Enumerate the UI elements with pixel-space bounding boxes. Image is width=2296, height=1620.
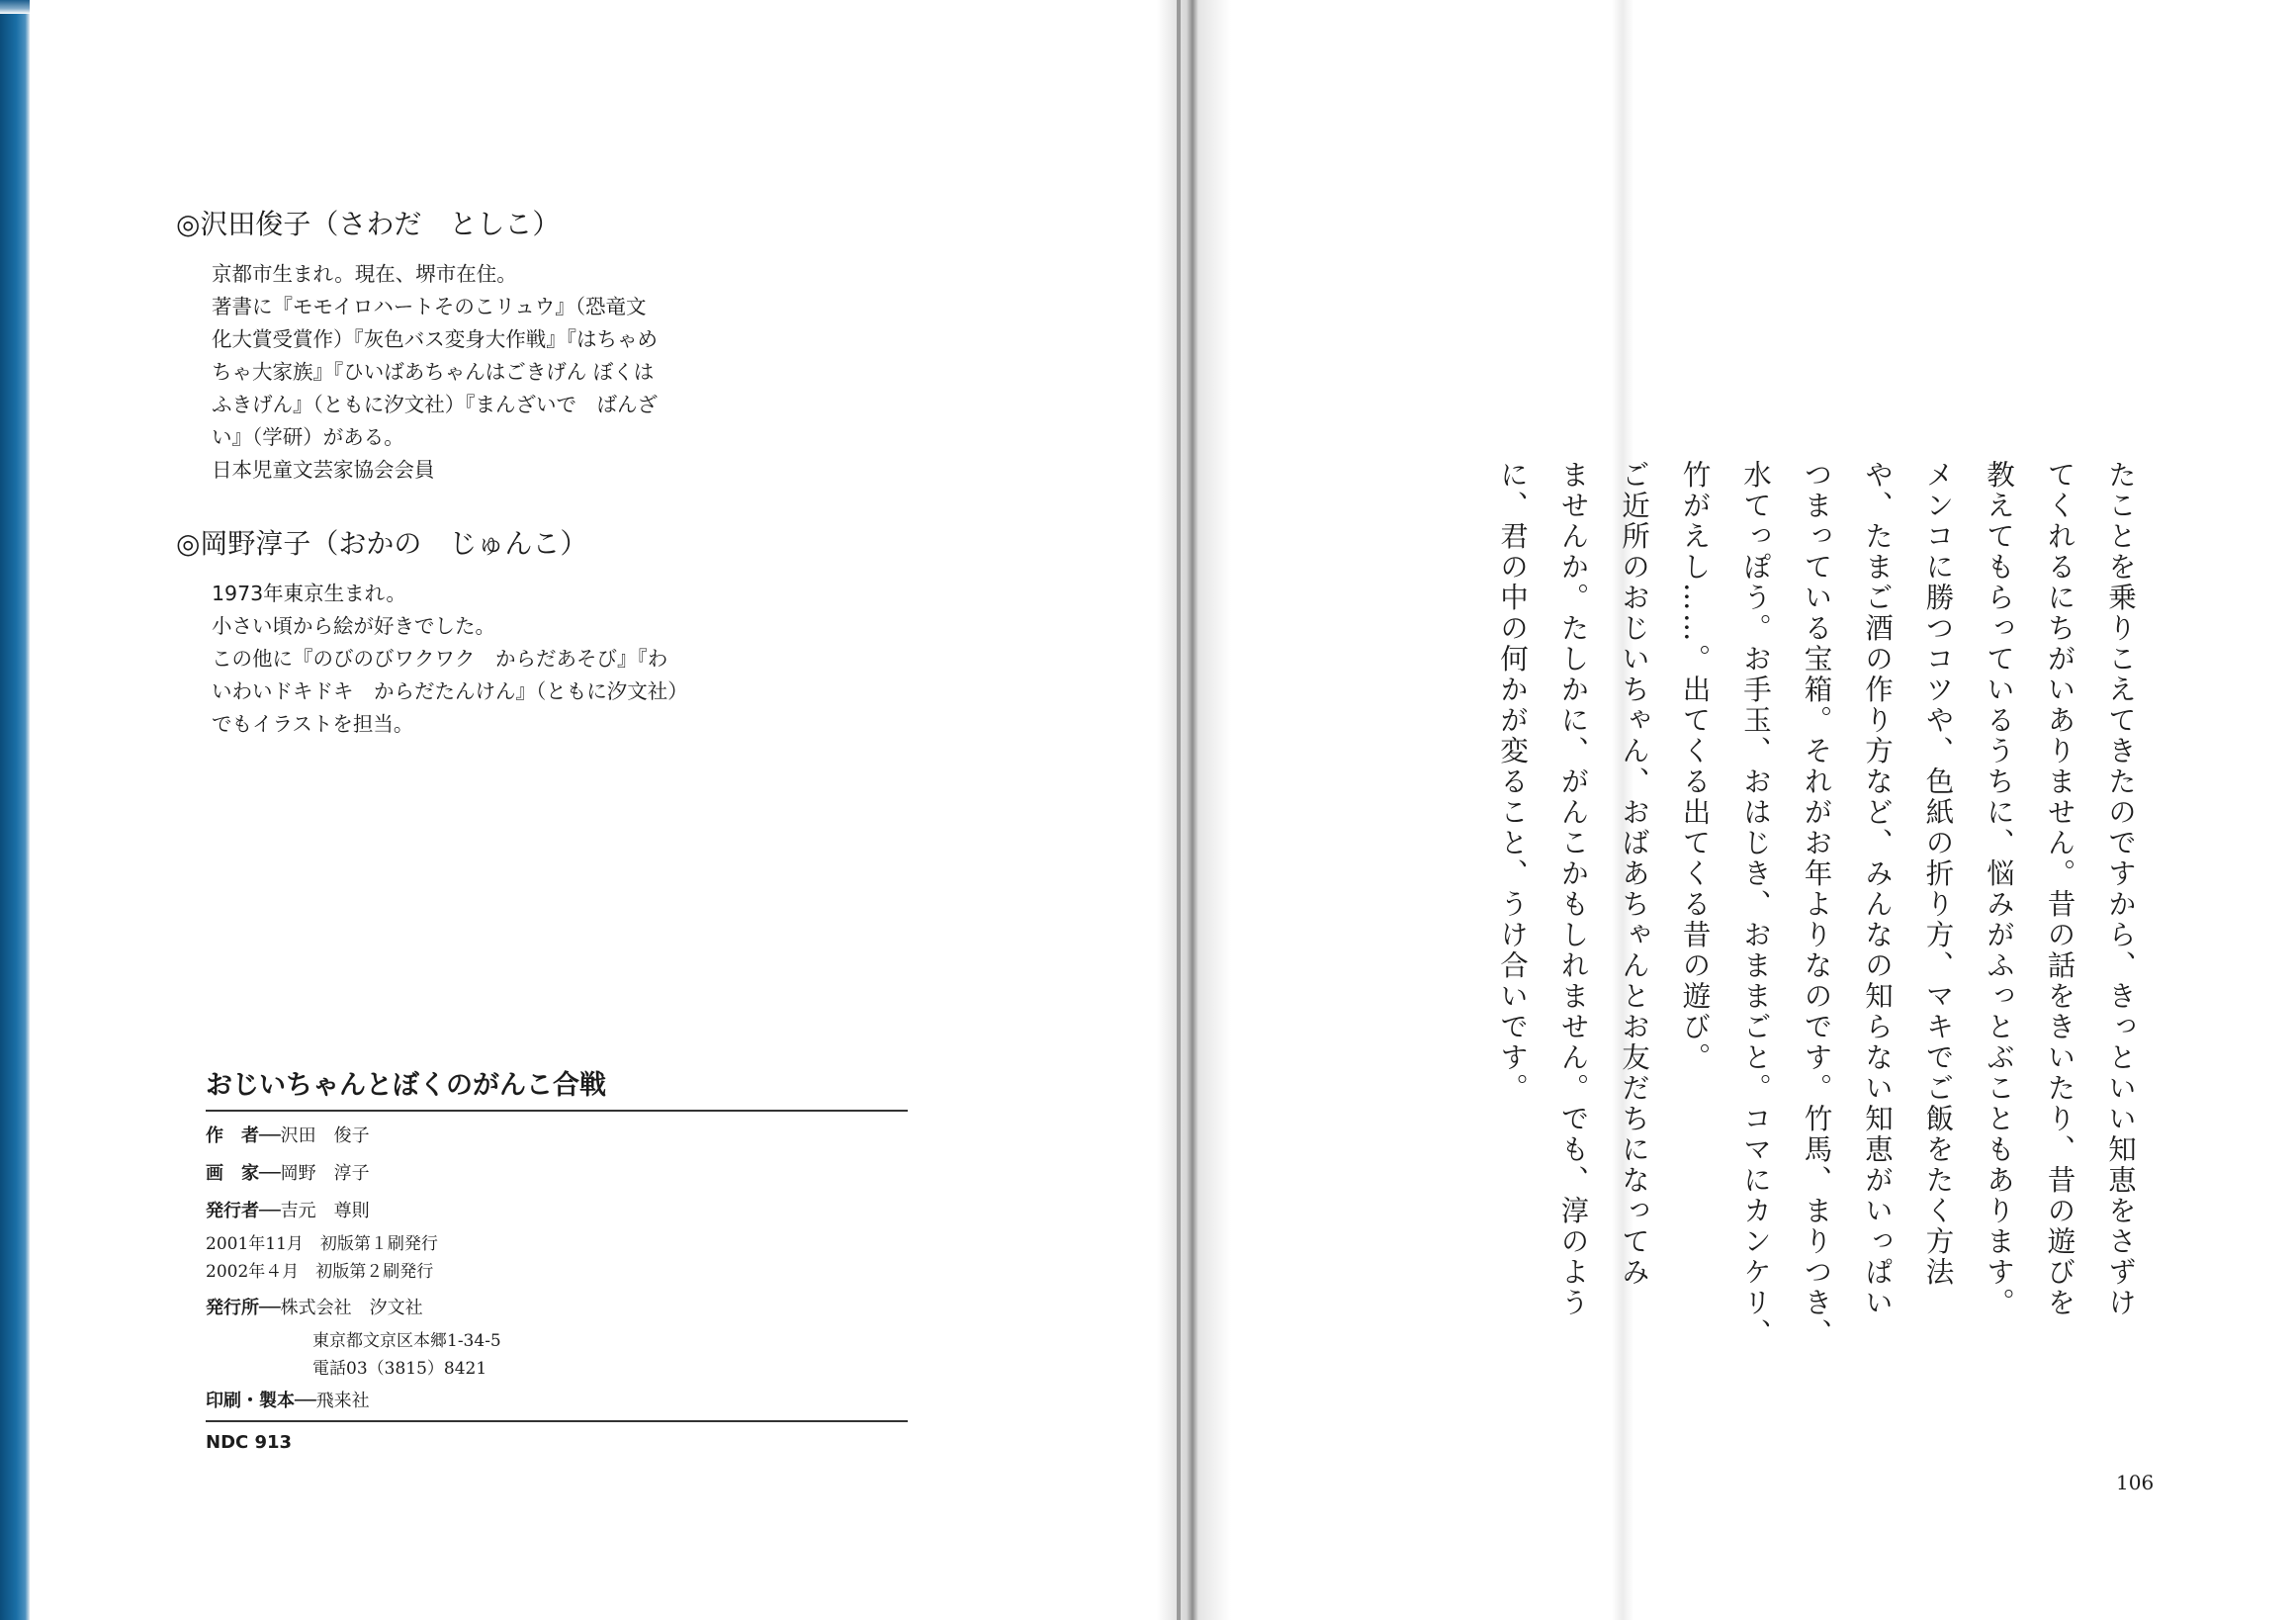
publisher-value: ──株式会社 汐文社 — [259, 1298, 423, 1318]
author-label: 作 者 — [206, 1125, 259, 1146]
bio-line: 京都市生まれ。現在、堺市在住。 — [212, 262, 517, 286]
publisher-phone: 電話03（3815）8421 — [312, 1359, 487, 1379]
text-line: 水てっぽう。お手玉、おはじき、おままごと。コマにカンケリ、 — [1739, 460, 1772, 1349]
text-line: や、たまご酒の作り方など、みんなの知らない知恵がいっぱい — [1861, 460, 1894, 1318]
text-line: メンコに勝つコツや、色紙の折り方、マキでご飯をたく方法 — [1921, 460, 1955, 1288]
edition-line: 2002年４月 初版第２刷発行 — [206, 1262, 434, 1282]
vertical-body-text — [1429, 460, 2151, 1349]
bio-line: 著書に『モモイロハートそのこリュウ』（恐竜文 — [212, 295, 647, 318]
illustrator-label: 画 家 — [206, 1163, 259, 1184]
text-line: たことを乗りこえてきたのですから、きっといい知恵をさずけ — [2104, 460, 2137, 1318]
ndc-code: NDC 913 — [206, 1432, 293, 1453]
colophon-author-row — [206, 1118, 908, 1155]
text-line: に、君の中の何かが変ること、うけ合いです。 — [1496, 460, 1529, 1104]
bio-line: 日本児童文芸家協会会員 — [212, 458, 435, 482]
book-gutter — [1157, 0, 1231, 1620]
printer-value: ──飛来社 — [295, 1391, 370, 1411]
book-spine-line — [1177, 0, 1181, 1620]
publisher-address: 東京都文京区本郷1-34-5 — [312, 1331, 501, 1351]
bio-line: 1973年東京生まれ。 — [212, 582, 406, 605]
bio-line: ちゃ大家族』『ひいばあちゃんはごきげん ぼくは — [212, 360, 655, 384]
author-bio-text — [212, 258, 658, 487]
illustrator-name: ◎岡野淳子（おかの じゅんこ） — [176, 527, 588, 560]
text-line: つまっている宝箱。それがお年よりなのです。竹馬、まりつき、 — [1800, 460, 1833, 1349]
text-line: 教えてもらっているうちに、悩みがふっとぶこともあります。 — [1983, 460, 2015, 1318]
bio-line: この他に『のびのびワクワク からだあそび』『わ — [212, 647, 668, 671]
author-name: ◎沢田俊子（さわだ としこ） — [176, 208, 561, 240]
edition-line: 2001年11月 初版第１刷発行 — [206, 1234, 438, 1254]
colophon-illustrator-row — [206, 1155, 908, 1193]
publisher-person-value: ──吉元 尊則 — [259, 1201, 370, 1221]
bio-line: い』（学研）がある。 — [212, 425, 404, 449]
colophon — [206, 1063, 908, 1453]
bio-line: でもイラストを担当。 — [212, 712, 414, 736]
colophon-printer-row — [206, 1383, 908, 1422]
book-cover-edge — [0, 0, 30, 1620]
illustrator-value: ──岡野 淳子 — [259, 1163, 370, 1184]
colophon-publisher-row — [206, 1290, 908, 1327]
publisher-label: 発行所 — [206, 1298, 259, 1318]
text-line: 竹がえし……。出てくる出てくる昔の遊び。 — [1678, 460, 1712, 1073]
illustrator-bio — [176, 522, 688, 741]
bio-line: 小さい頃から絵が好きでした。 — [212, 614, 495, 638]
author-bio — [176, 203, 658, 487]
book-title: おじいちゃんとぼくのがんこ合戦 — [206, 1063, 908, 1112]
colophon-publisher-person-row — [206, 1193, 908, 1230]
bio-line: ふきげん』（ともに汐文社）『まんざいで ばんざ — [212, 393, 658, 416]
publisher-person-label: 発行者 — [206, 1201, 259, 1221]
text-line: ませんか。たしかに、がんこかもしれません。でも、淳のよう — [1556, 460, 1590, 1318]
bio-line: いわいドキドキ からだたんけん』（ともに汐文社） — [212, 679, 688, 703]
author-value: ──沢田 俊子 — [259, 1125, 370, 1146]
page-number: 106 — [2116, 1471, 2155, 1494]
text-line: てくれるにちがいありません。昔の話をきいたり、昔の遊びを — [2043, 460, 2076, 1318]
bio-line: 化大賞受賞作）『灰色バス変身大作戦』『はちゃめ — [212, 327, 658, 351]
text-line: ご近所のおじいちゃん、おばあちゃんとお友だちになってみ — [1618, 460, 1650, 1288]
printer-label: 印刷・製本 — [206, 1391, 295, 1411]
illustrator-bio-text — [212, 578, 688, 741]
